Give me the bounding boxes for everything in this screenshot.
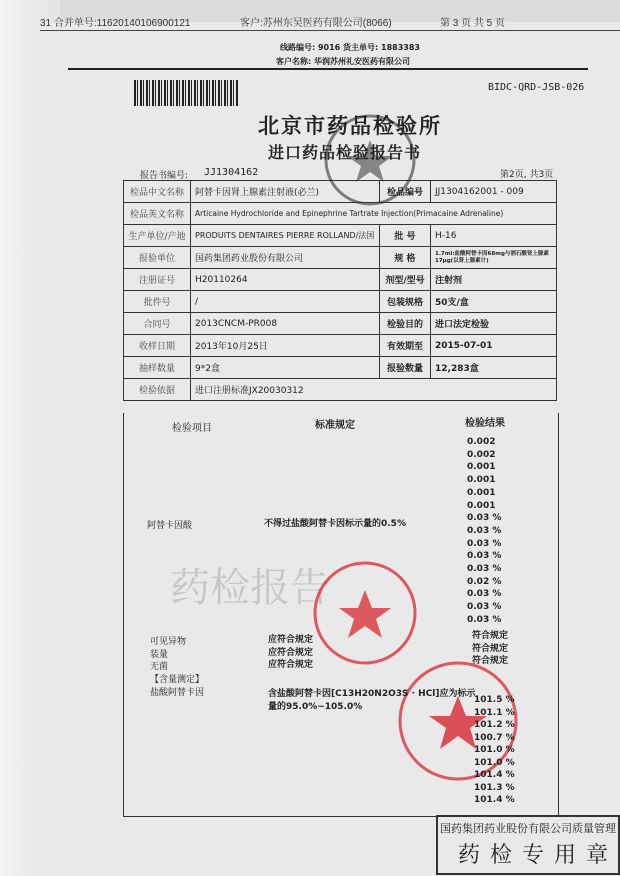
result-value: 0.001 xyxy=(467,475,496,486)
cell-label: 生产单位/产地 xyxy=(124,225,191,247)
cell-value: 9*2盒 xyxy=(191,357,380,379)
result-value: 100.7 % xyxy=(474,732,515,743)
result-value: 0.002 xyxy=(467,437,496,447)
cell-value: 进口法定检验 xyxy=(431,313,557,335)
check-standard: 应符合规定 xyxy=(268,635,314,645)
result-value: 101.0 % xyxy=(474,757,515,768)
cell-value: 2013年10月25日 xyxy=(191,335,380,357)
acid-standard: 不得过盐酸阿替卡因标示量的0.5% xyxy=(264,519,406,529)
cell-label: 批 号 xyxy=(380,225,431,247)
result-value: 0.03 % xyxy=(467,614,502,625)
cell-value: PRODUITS DENTAIRES PIERRE ROLLAND/法国 xyxy=(191,225,380,247)
table-row xyxy=(124,357,557,379)
table-row xyxy=(124,379,557,401)
table-row xyxy=(124,291,557,313)
table-row xyxy=(124,203,557,225)
watermark: 药检报告 xyxy=(170,565,330,611)
result-value: 0.001 xyxy=(467,462,496,473)
doc-code: BIDC-QRD-JSB-026 xyxy=(488,82,585,93)
cell-value: 50支/盒 xyxy=(431,291,557,313)
check-items xyxy=(150,636,204,700)
cell-value: 国药集团药业股份有限公司 xyxy=(191,247,380,269)
cell-value: 2013CNCM-PR008 xyxy=(191,313,380,335)
assay-results xyxy=(474,694,515,807)
report-number-label: 报告书编号: xyxy=(140,171,189,181)
cell-label: 有效期至 xyxy=(380,335,431,357)
cell-label: 剂型/型号 xyxy=(380,269,431,291)
qc-box-stamp xyxy=(436,815,620,875)
cell-label: 检品中文名称 xyxy=(124,181,191,203)
cell-value: Articaine Hydrochloride and Epinephrine Tartrate Injection(Primacaine Adrenaline) xyxy=(191,203,557,225)
check-standard: 应符合规定 xyxy=(268,660,314,671)
assay-item: 盐酸阿替卡因 xyxy=(150,687,205,698)
cell-value: 注射剂 xyxy=(431,269,557,291)
barcode xyxy=(134,80,238,106)
result-value: 0.001 xyxy=(467,500,496,511)
header-result: 检验结果 xyxy=(465,418,505,429)
result-value: 101.3 % xyxy=(474,782,515,793)
dongwu-stamp xyxy=(310,558,420,668)
assay-standard xyxy=(268,688,476,713)
cell-label: 包装规格 xyxy=(380,291,431,313)
check-results xyxy=(472,630,508,668)
report-page-info: 第2页, 共3页 xyxy=(500,170,554,180)
merge-number: 31 合并单号:11620140106900121 xyxy=(40,18,191,29)
report-number: JJ1304162 xyxy=(204,167,259,178)
table-row xyxy=(124,313,557,335)
table-row xyxy=(124,225,557,247)
cell-label: 检品英文名称 xyxy=(124,203,191,225)
cell-value: / xyxy=(191,291,380,313)
cell-value: 1.7ml:盐酸阿替卡因68mg与酒石酸肾上腺素17μg(以肾上腺素计) xyxy=(431,247,557,269)
result-value: 0.03 % xyxy=(467,525,502,536)
cell-value: H-16 xyxy=(431,225,557,247)
cell-label: 检验目的 xyxy=(380,313,431,335)
info-table xyxy=(123,180,557,401)
cell-value: JJ1304162001 - 009 xyxy=(431,181,557,203)
acid-item: 阿替卡因酸 xyxy=(147,521,193,531)
page-title: 北京市药品检验所 xyxy=(258,114,442,138)
result-value: 0.03 % xyxy=(467,513,502,524)
check-standards xyxy=(268,634,313,672)
cell-label: 规 格 xyxy=(380,247,431,269)
result-value: 101.0 % xyxy=(474,745,515,755)
table-row xyxy=(124,181,557,203)
check-item: 装量 xyxy=(150,649,169,660)
table-row xyxy=(124,269,557,291)
route-info: 线路编号: 9016 货主单号: 1883383 xyxy=(280,43,420,52)
divider xyxy=(40,30,620,31)
result-value: 0.03 % xyxy=(467,551,502,562)
cell-value: 阿替卡因肾上腺素注射液(必兰) xyxy=(191,181,380,203)
result-value: 0.03 % xyxy=(467,564,502,575)
cell-label: 报验数量 xyxy=(380,357,431,379)
cell-value: H20110264 xyxy=(191,269,380,291)
result-value: 101.1 % xyxy=(474,707,515,718)
cell-label: 收样日期 xyxy=(124,335,191,357)
check-item: 可见异物 xyxy=(150,637,187,647)
check-result: 符合规定 xyxy=(472,643,509,654)
result-value: 0.03 % xyxy=(467,589,502,600)
cell-label: 注册证号 xyxy=(124,269,191,291)
cell-value: 进口注册标准JX20030312 xyxy=(191,379,557,401)
assay-standard-line: 量的95.0%~105.0% xyxy=(268,701,363,712)
customer: 客户:苏州东吴医药有限公司(8066) xyxy=(240,18,392,29)
result-value: 101.2 % xyxy=(474,720,515,730)
result-value: 0.03 % xyxy=(467,538,502,549)
qc-stamp-line: 药检专用章 xyxy=(458,843,619,868)
cell-value: 12,283盒 xyxy=(431,357,557,379)
check-standard: 应符合规定 xyxy=(268,647,314,658)
result-value: 101.4 % xyxy=(474,770,515,780)
acid-results xyxy=(467,436,501,627)
check-result: 符合规定 xyxy=(472,656,509,667)
cell-label: 检验依据 xyxy=(124,379,191,401)
assay-standard-line: 含盐酸阿替卡因[C13H20N2O3S · HCl]应为标示 xyxy=(268,689,476,699)
result-value: 0.001 xyxy=(467,487,496,498)
check-result: 符合规定 xyxy=(472,631,509,641)
result-value: 0.03 % xyxy=(467,602,502,613)
cell-label: 批件号 xyxy=(124,291,191,313)
qc-stamp-line: 国药集团药业股份有限公司质量管理 xyxy=(440,822,616,835)
check-item: 无菌 xyxy=(150,662,169,673)
cell-label: 抽样数量 xyxy=(124,357,191,379)
page-number: 第 3 页 共 5 页 xyxy=(440,18,506,29)
page-subtitle: 进口药品检验报告书 xyxy=(268,143,422,162)
result-value: 0.002 xyxy=(467,449,496,460)
cell-label: 检品编号 xyxy=(380,181,431,203)
cell-label: 报验单位 xyxy=(124,247,191,269)
header-standard: 标准规定 xyxy=(315,420,355,431)
assay-section: 【含量测定】 xyxy=(150,675,205,686)
header-item: 检验项目 xyxy=(172,423,212,434)
route-customer: 客户名称: 华润苏州礼安医药有限公司 xyxy=(276,57,410,66)
result-value: 101.5 % xyxy=(474,695,515,705)
result-value: 101.4 % xyxy=(474,795,515,805)
cell-value: 2015-07-01 xyxy=(431,335,557,357)
table-row xyxy=(124,335,557,357)
cell-label: 合同号 xyxy=(124,313,191,335)
table-row xyxy=(124,247,557,269)
result-value: 0.02 % xyxy=(467,576,502,587)
